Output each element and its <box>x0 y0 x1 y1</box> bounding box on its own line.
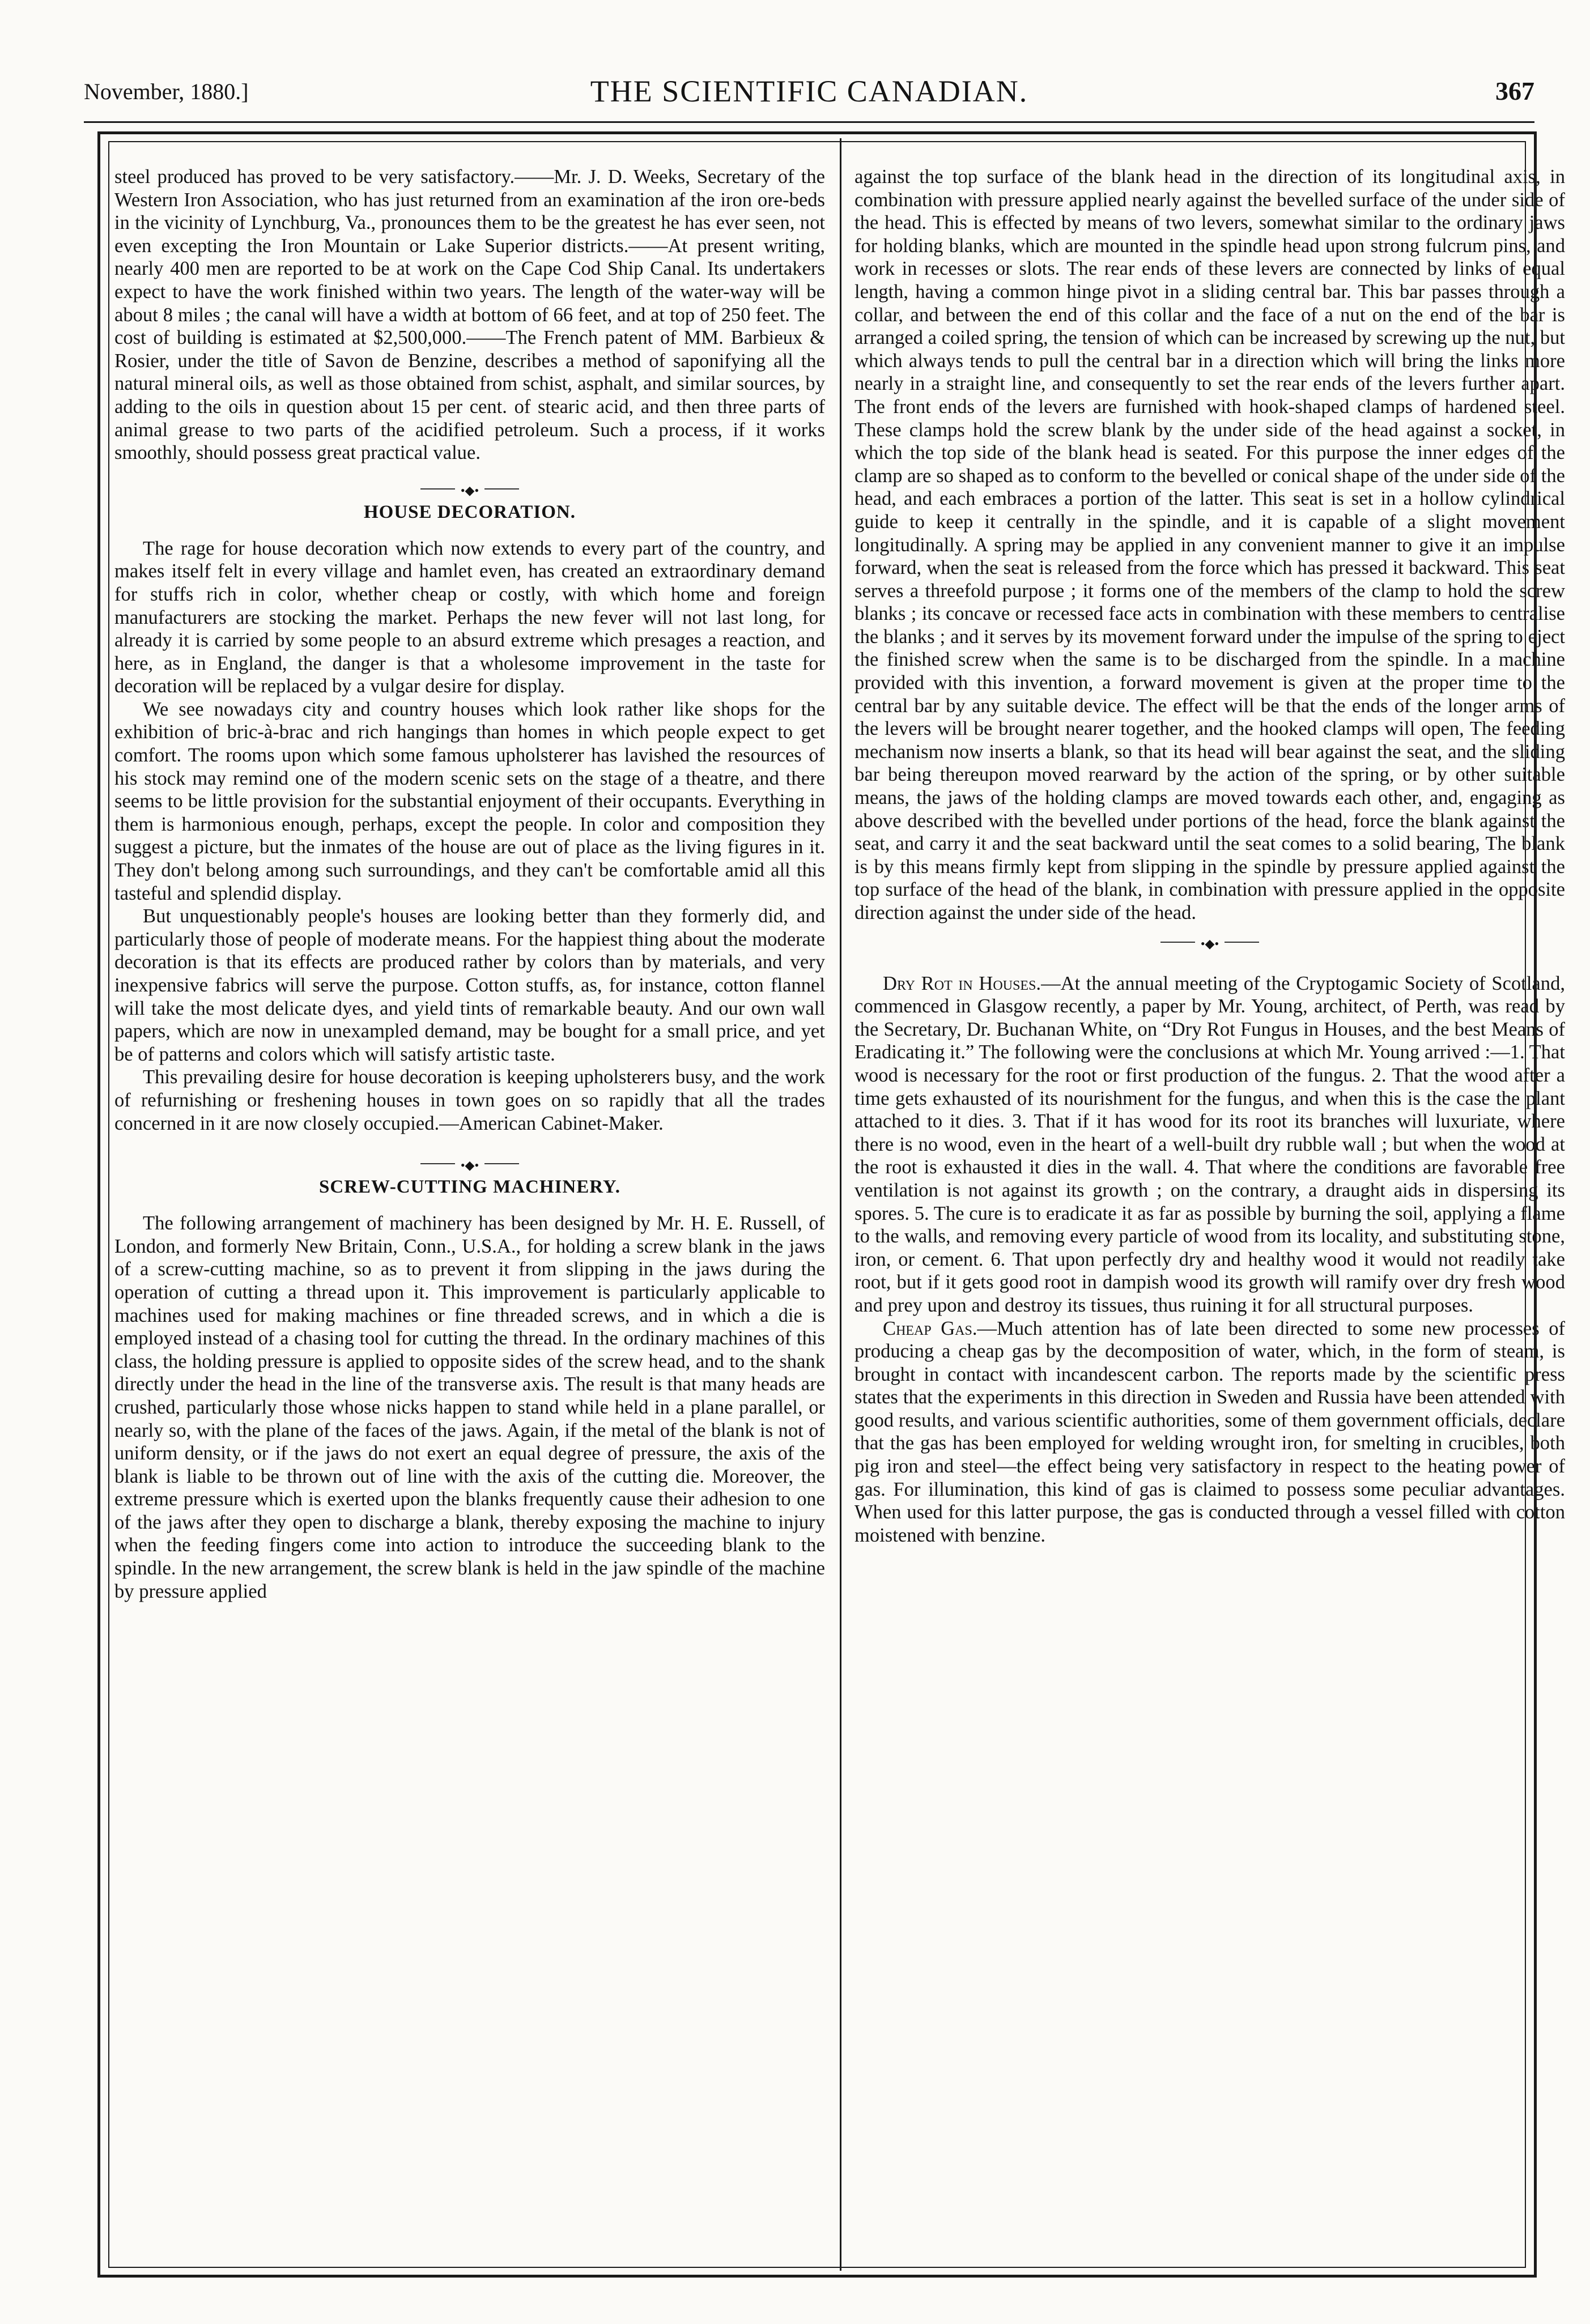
house-decoration-heading: HOUSE DECORATION. <box>364 501 576 522</box>
issue-date: November, 1880.] <box>84 79 249 104</box>
dry-rot-paragraph <box>854 972 1565 1317</box>
column-divider <box>840 138 841 2271</box>
section-ornament: •◆• <box>854 930 1565 953</box>
cheap-gas-text: —Much attention has of late been directed to some new processes of producing a cheap gas by the decomposition of water, which, in the form of steam, is brought in contact with incandescent carbon. The reports made by the scientific press states that the experiments in this direction in Sweden and Russia have been attended with good results, and various scientific authorities, some of them government officials, declare that the gas has been employed for welding wrought iron, for smelting in crucibles, both pig iron and steel—the effect being very satisfactory in respect to the heating power of gas. For illumination, this kind of gas is claimed to possess some peculiar advantages. When used for this latter purpose, the gas is conducted through a vessel filled with cotton moistened with benzine. <box>854 1317 1565 1546</box>
house-decoration-paragraph-4: This prevailing desire for house decoration is keeping upholsterers busy, and the work of refurnishing or freshening houses in town goes on so rapidly that all the trades concerned in it are now closely occupied.—American Cabinet-Maker. <box>114 1066 825 1134</box>
screw-cutting-continued: against the top surface of the blank head in the direction of its longitudinal axis, in combination with pressure applied nearly against the bevelled surface of the under side of the head. This is effected by means of two levers, somewhat similar to the ordinary jaws for holding blanks, which are mounted in the spindle head upon strong fulcrum pins, and work in recesses or slots. The rear ends of these levers are connected by links of equal length, having a common hinge pivot in a sliding central bar. This bar passes through a collar, and between the end of this collar and the face of a nut on the end of the bar is arranged a coiled spring, the tension of which can be increased by screwing up the nut, but which always tends to pull the central bar in a direction which will bring the links more nearly in a straight line, and consequently to set the rear ends of the levers further apart. The front ends of the levers are furnished with hook-shaped clamps of hardened steel. These clamps hold the screw blank by the under side of the head against a socket, in which the top side of the blank head is seated. For this purpose the inner edges of the clamp are so shaped as to conform to the bevelled or conical shape of the under side of the head, and each embraces a portion of the latter. This seat is set in a hollow cylindrical guide to keep it centrally in the spindle, and it is capable of a slight movement longitudinally. A spring may be applied in any convenient manner to give it an impulse forward, when the seat is released from the force which has pressed it backward. This seat serves a threefold purpose ; it forms one of the members of the clamp to hold the screw blanks ; its concave or recessed face acts in combination with these members to centralise the blanks ; and it serves by its movement forward under the impulse of the spring to eject the finished screw when the same is to be discharged from the spindle. In a machine provided with this invention, a forward movement is given at the proper time to the central bar by any suitable device. The effect will be that the ends of the longer arms of the levers will be brought nearer together, and the hooked clamps will open, The feeding mechanism now inserts a blank, so that its head will bear against the seat, and the sliding bar being thereupon moved rearward by the action of the spring, or by other suitable means, the jaws of the holding clamps are moved towards each other, and, engaging as above described with the bevelled under portions of the head, force the blank against the seat, and carry it and the seat backward until the seat comes to a solid bearing, The blank is by this means firmly kept from slipping in the spindle by pressure applied against the top surface of the head of the blank, in combination with pressure applied in the opposite direction against the under side of the head. <box>854 166 1566 923</box>
dry-rot-text: —At the annual meeting of the Cryptogamic Society of Scotland, commenced in Glasgow recently, a paper by Mr. Young, architect, of Perth, was read by the Secretary, Dr. Buchanan White, on “Dry Rot Fungus in Houses, and the best Means of Eradicating it.” The following were the conclusions at which Mr. Young arrived :—1. That wood is necessary for the root or first production of the fungus. 2. That the wood after a time gets exhausted of its nourishment for the fungus, and when this is the case the plant attached to it dies. 3. That if it has wood for its root its branches will luxuriate, where there is no wood, even in the heart of a well-built dry rubble wall ; but when the wood at the root is exhausted it dies in the wall. 4. That where the conditions are favorable free ventilation is not against its growth ; on the contrary, a draught aids in dispersing its spores. 5. The cure is to eradicate it as far as possible by burning the soil, applying a flame to the walls, and removing every particle of wood from its locality, and substituting stone, iron, or cement. 6. That upon perfectly dry and healthy wood it would not readily take root, but if it gets good root in dampish wood its growth will ramify over dry fresh wood and prey upon and destroy its tissues, thus ruining it for all structural purposes. <box>854 972 1565 1316</box>
cheap-gas-paragraph <box>854 1317 1565 1547</box>
section-ornament: •◆• <box>114 1152 825 1174</box>
screw-cutting-paragraph: The following arrangement of machinery has been designed by Mr. H. E. Russell, of London, and formerly New Britain, Conn., U.S.A., for holding a screw blank in the jaws of a screw-cutting machine, so as to prevent it from slipping in the jaws during the operation of cutting a thread upon it. This improvement is particularly applicable to machines used for making machines or fine threaded screws, and in which a die is employed instead of a chasing tool for cutting the thread. In the ordinary machines of this class, the holding pressure is applied to opposite sides of the screw head, and to the shank directly under the head in the line of the transverse axis. The result is that many heads are crushed, particularly those whose nicks happen to stand while held in a plane parallel, or nearly so, with the plane of the faces of the jaws. Again, if the metal of the blank is not of uniform density, or if the jaws do not exert an equal degree of pressure, the axis of the blank is liable to be thrown out of line with the axis of the cutting die. Moreover, the extreme pressure which is exerted upon the blanks frequently cause their adhesion to one of the jaws after they open to discharge a blank, thereby exposing the machine to injury when the feeding fingers come into action to introduce the succeeding blank to the spindle. In the new arrangement, the screw blank is held in the jaw spindle of the machine by pressure applied <box>114 1212 825 1602</box>
dry-rot-lead: Dry Rot in Houses. <box>883 972 1041 994</box>
left-column <box>114 165 825 1603</box>
house-decoration-paragraph-3: But unquestionably people's houses are looking better than they formerly did, and particularly those of people of moderate means. For the happiest thing about the moderate decoration is that its effects are produced rather by colors than by materials, and very inexpensive fabrics will serve the purpose. Cotton stuffs, as, for instance, cotton flannel will take the most delicate dyes, and yield tints of remarkable beauty. And our own wall papers, which are now in unexampled demand, may be bought for a small price, and yet be of patterns and colors which will satisfy artistic taste. <box>114 905 825 1065</box>
cheap-gas-lead: Cheap Gas. <box>883 1317 977 1339</box>
page-number: 367 <box>1495 76 1534 105</box>
intro-paragraph: steel produced has proved to be very satisfactory.——Mr. J. D. Weeks, Secretary of the Western Iron Association, who has just returned from an examination af the iron ore-beds in the vicinity of Lynchburg, Va., pronounces them to be the greatest he has ever seen, not even excepting the Iron Mountain or Lake Superior districts.——At present writing, nearly 400 men are reported to be at work on the Cape Cod Ship Canal. Its undertakers expect to have the work finished within two years. The length of the water-way will be about 8 miles ; the canal will have a width at bottom of 66 feet, and at top of 250 feet. The cost of building is estimated at $2,500,000.——The French patent of MM. Barbieux & Rosier, under the title of Savon de Benzine, describes a method of saponifying all the natural mineral oils, as well as those obtained from schist, asphalt, and similar sources, by adding to the oils in question about 15 per cent. of stearic acid, and then three parts of animal grease to two parts of the acidified petroleum. Such a process, if it works smoothly, should possess great practical value. <box>114 166 825 464</box>
right-column <box>854 165 1565 1547</box>
house-decoration-paragraph-2: We see nowadays city and country houses which look rather like shops for the exhibition of bric-à-brac and rich hangings than homes in which people expect to get comfort. The rooms upon which some famous upholsterer has lavished the resources of his stock may remind one of the modern scenic sets on the stage of a theatre, and there seems to be little provision for the substantial enjoyment of their occupants. Everything in them is harmonious enough, perhaps, except the people. In color and composition they suggest a picture, but the inmates of the house are out of place as the living figures in it. They don't belong among such surroundings, and they can't be comfortable amid all this tasteful and splendid display. <box>114 698 825 904</box>
publication-title: THE SCIENTIFIC CANADIAN. <box>590 74 1028 108</box>
section-ornament: •◆• <box>114 477 825 500</box>
page-header <box>84 67 1534 123</box>
house-decoration-paragraph-1: The rage for house decoration which now extends to every part of the country, and makes itself felt in every village and hamlet even, has created an extraordinary demand for stuffs rich in color, whether cheap or costly, with which home and foreign manufacturers are stocking the market. Perhaps the new fever will not last long, for already it is carried by some people to an absurd extreme which presages a reaction, and here, as in England, the danger is that a wholesome improvement in the taste for decoration will be replaced by a vulgar desire for display. <box>114 537 825 697</box>
screw-cutting-heading: SCREW-CUTTING MACHINERY. <box>319 1177 620 1198</box>
